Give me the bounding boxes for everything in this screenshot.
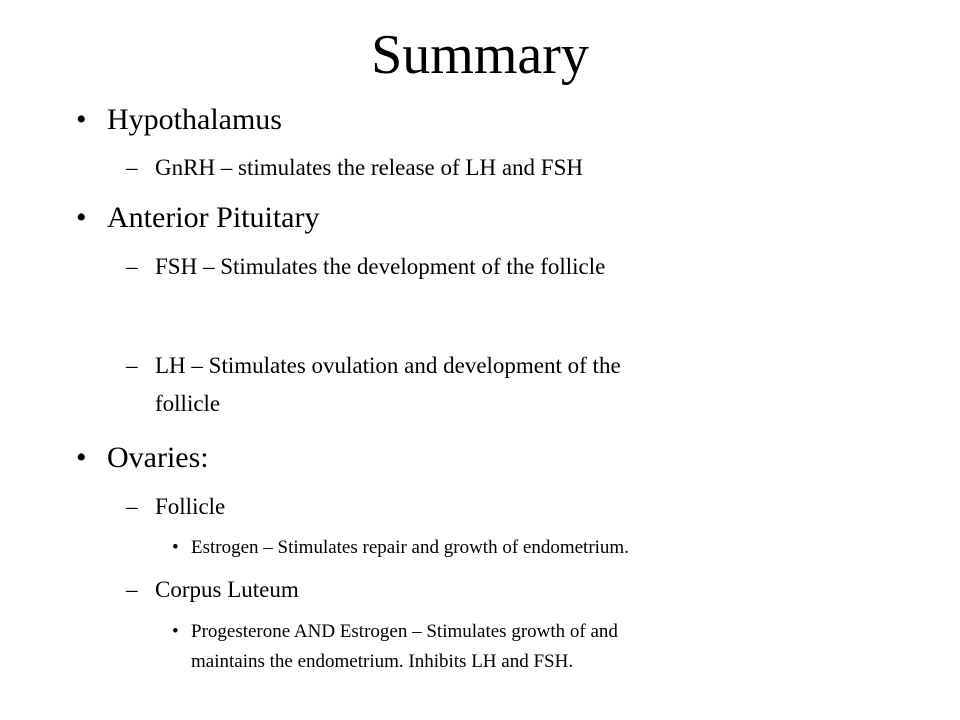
sub-bullet-text: follicle xyxy=(155,391,221,416)
sub-bullet-text: Corpus Luteum xyxy=(155,577,299,602)
bullet-heading: Ovaries: xyxy=(107,441,209,474)
sub-sub-bullet-marker: • xyxy=(172,621,179,642)
sub-sub-bullet-text: Progesterone AND Estrogen – Stimulates growth of and xyxy=(191,621,618,642)
sub-bullet-text: FSH – Stimulates the development of the follicle xyxy=(155,254,606,279)
bullet-heading: Anterior Pituitary xyxy=(107,201,320,234)
sub-sub-bullet-marker: • xyxy=(172,537,179,558)
bullet-marker: • xyxy=(76,201,87,234)
sub-bullet-marker: – xyxy=(126,155,138,180)
sub-sub-bullet-text: Estrogen – Stimulates repair and growth of endometrium. xyxy=(191,537,629,558)
sub-bullet-marker: – xyxy=(126,254,138,279)
sub-bullet-marker: – xyxy=(126,494,138,519)
bullet-marker: • xyxy=(76,441,87,474)
sub-bullet-text: GnRH – stimulates the release of LH and FSH xyxy=(155,155,583,180)
bullet-marker: • xyxy=(76,103,87,136)
sub-bullet-text: Follicle xyxy=(155,494,226,519)
slide-title: Summary xyxy=(371,24,589,86)
sub-bullet-marker: – xyxy=(126,577,138,602)
bullet-heading: Hypothalamus xyxy=(107,103,282,136)
sub-bullet-text: LH – Stimulates ovulation and development of the xyxy=(155,353,621,378)
sub-bullet-marker: – xyxy=(126,353,138,378)
sub-sub-bullet-text: maintains the endometrium. Inhibits LH and FSH. xyxy=(191,651,574,672)
